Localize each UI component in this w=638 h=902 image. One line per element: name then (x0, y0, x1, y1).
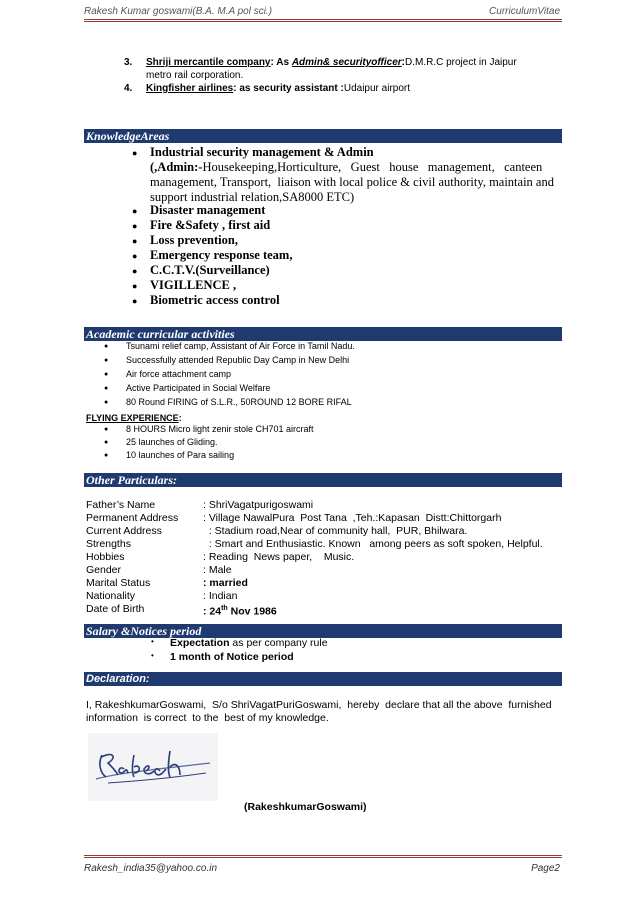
bullet-icon: ● (132, 236, 138, 246)
academic-item: Air force attachment camp (126, 369, 232, 379)
knowledge-item: C.C.T.V.(Surveillance) (150, 263, 270, 277)
bullet-icon: ● (132, 266, 138, 276)
salary-item-bold: Expectation (170, 637, 230, 649)
knowledge-item: Emergency response team, (150, 248, 293, 262)
particular-value: : ShriVagatpurigoswami (203, 499, 314, 511)
knowledge-item: Disaster management (150, 203, 266, 217)
flying-item: 8 HOURS Micro light zenir stole CH701 aircraft (126, 424, 314, 434)
flying-experience-title (86, 413, 182, 424)
academic-item: Active Participated in Social Welfare (126, 383, 271, 393)
dob-part: : 24 (203, 605, 222, 618)
bullet-icon: ● (132, 251, 138, 261)
flying-colon: : (178, 413, 182, 423)
particular-value: : Indian (203, 590, 238, 602)
particular-value: : married (203, 577, 248, 589)
bullet-icon: ● (104, 357, 109, 364)
particular-label: Current Address (86, 525, 162, 537)
bullet-icon: ● (104, 343, 109, 350)
subtext-line: management, Transport, liaison with local police & civil authority, maintain and (150, 175, 554, 189)
section-title-academic: Academic curricular activities (84, 327, 562, 341)
experience-item (146, 83, 410, 95)
separator: : (270, 57, 274, 68)
academic-item: Tsunami relief camp, Assistant of Air Force in Tamil Nadu. (126, 341, 355, 351)
section-title-knowledge: KnowledgeAreas (84, 129, 562, 143)
particular-label: Nationality (86, 590, 136, 602)
subtext-line: support industrial relation,SA8000 ETC) (150, 190, 355, 204)
salary-item (170, 651, 294, 663)
bullet-icon: ● (132, 296, 138, 306)
bullet-icon: • (151, 637, 154, 646)
bullet-icon: ● (104, 385, 109, 392)
knowledge-item: Fire &Safety , first aid (150, 218, 271, 232)
project-detail-line2: metro rail corporation. (146, 70, 244, 81)
academic-item: Successfully attended Republic Day Camp in New Delhi (126, 355, 350, 365)
company-name: Kingfisher airlines (146, 83, 234, 94)
particular-label: Strengths (86, 538, 131, 550)
project-detail: D.M.R.C project in Jaipur (405, 57, 517, 68)
role-title: : as security assistant : (233, 83, 344, 94)
flying-item: 10 launches of Para sailing (126, 450, 235, 460)
salary-item (170, 637, 328, 649)
flying-item: 25 launches of Gliding. (126, 437, 218, 447)
exp-number: 4. (124, 83, 133, 94)
salary-item-bold: 1 month of Notice period (170, 651, 294, 663)
company-name: Shriji mercantile company (146, 57, 271, 68)
academic-item: 80 Round FIRING of S.L.R., 50ROUND 12 BORE RIFAL (126, 397, 352, 407)
bullet-icon: ● (132, 221, 138, 231)
particular-value: : Male (203, 564, 232, 576)
declaration-text: information is correct to the best of my knowledge. (86, 712, 329, 724)
date-of-birth-value (203, 603, 277, 618)
particular-label: Permanent Address (86, 512, 179, 524)
section-title-declaration: Declaration: (84, 672, 562, 686)
bullet-icon: ● (104, 371, 109, 378)
salary-item-rest: as per company rule (229, 637, 328, 649)
bullet-icon: ● (104, 439, 109, 446)
knowledge-subtext (150, 160, 560, 175)
dob-suffix: th (221, 605, 228, 612)
particular-value: : Reading News paper, Music. (203, 551, 355, 563)
footer-email: Rakesh_india35@yahoo.co.in (84, 863, 218, 874)
particular-label: Date of Birth (86, 603, 145, 615)
project-detail: Udaipur airport (343, 83, 411, 94)
subtext-line: Housekeeping,Horticulture, Guest house management, canteen (202, 160, 543, 174)
header-left: Rakesh Kumar goswami(B.A. M.A pol sci.) (84, 6, 273, 17)
dob-part: Nov 1986 (227, 605, 277, 618)
knowledge-item: Loss prevention, (150, 233, 238, 247)
particular-label: Hobbies (86, 551, 125, 563)
particular-label: Marital Status (86, 577, 151, 589)
knowledge-item: Industrial security management & Admin (150, 145, 374, 159)
separator: : (401, 57, 405, 68)
signature-image (88, 733, 218, 801)
bullet-icon: ● (104, 399, 109, 406)
footer-rule (84, 855, 562, 858)
signed-name: (RakeshkumarGoswami) (244, 801, 367, 813)
experience-item (146, 57, 556, 69)
particular-value: : Smart and Enthusiastic. Known among peers as soft spoken, Helpful. (203, 538, 543, 550)
page-number: Page2 (531, 863, 560, 874)
bullet-icon: ● (132, 281, 138, 291)
bullet-icon: ● (104, 426, 109, 433)
admin-label: (,Admin:- (150, 160, 203, 174)
particular-label: Gender (86, 564, 122, 576)
bullet-icon: ● (132, 206, 138, 216)
particular-label: Father’s Name (86, 499, 156, 511)
knowledge-item: Biometric access control (150, 293, 280, 307)
as-label: As (273, 57, 292, 68)
bullet-icon: • (151, 651, 154, 660)
bullet-icon: ● (104, 452, 109, 459)
bullet-icon: ● (132, 148, 138, 158)
knowledge-item: VIGILLENCE , (150, 278, 237, 292)
particular-value: : Village NawalPura Post Tana ,Teh.:Kapasan Distt:Chittorgarh (203, 512, 502, 524)
section-title-salary: Salary &Notices period (84, 624, 562, 638)
header-right: CurriculumVitae (489, 6, 560, 17)
signature-drawing (88, 733, 218, 801)
flying-title-text: FLYING EXPERIENCE (86, 413, 179, 423)
role-title: Admin& securityofficer (291, 57, 402, 68)
header-rule (84, 19, 562, 22)
exp-number: 3. (124, 57, 133, 68)
declaration-text: I, RakeshkumarGoswami, S/o ShriVagatPuriGoswami, hereby declare that all the above furnished (86, 699, 552, 711)
particular-value: : Stadium road,Near of community hall, PUR, Bhilwara. (203, 525, 468, 537)
section-title-particulars: Other Particulars: (84, 473, 562, 487)
